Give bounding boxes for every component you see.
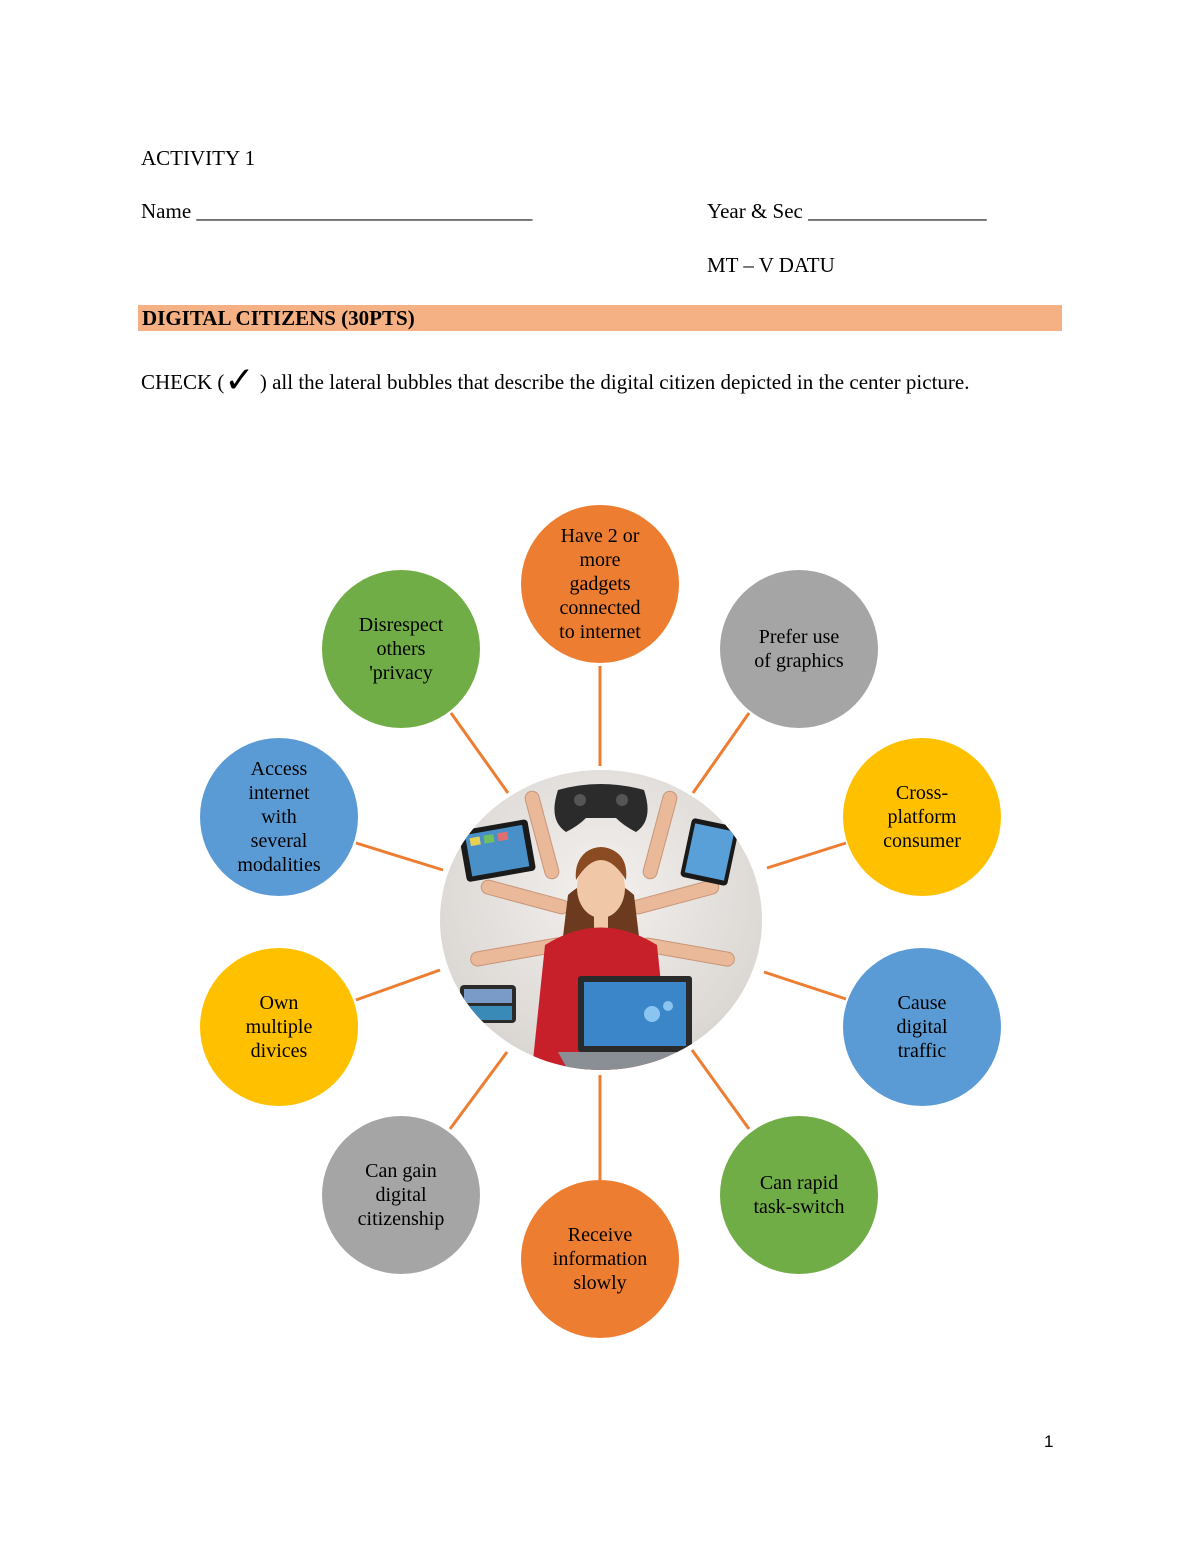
bubble-label: Cross- platform consumer xyxy=(883,782,961,852)
connector-right-upper xyxy=(767,843,846,868)
connector-top-left xyxy=(451,713,508,793)
name-field-line[interactable]: Name ________________________________ xyxy=(141,199,533,223)
bubble-own-multiple-devices[interactable] xyxy=(200,948,358,1106)
instruction-before: CHECK ( xyxy=(141,370,225,394)
section-title: DIGITAL CITIZENS (30PTS) xyxy=(142,306,415,330)
connector-top-right xyxy=(693,713,749,793)
checkmark-icon: ✓ xyxy=(224,360,255,400)
connector-left-lower xyxy=(356,970,440,1000)
bubble-prefer-use-of-graphics[interactable] xyxy=(720,570,878,728)
connector-bottom-right xyxy=(692,1050,749,1129)
activity-title: ACTIVITY 1 xyxy=(141,146,256,170)
bubble-receive-information-slowly[interactable] xyxy=(521,1180,679,1338)
bubble-label: Can rapid task-switch xyxy=(753,1172,845,1218)
bubble-cross-platform-consumer[interactable] xyxy=(843,738,1001,896)
bubble-can-gain-digital-citizenship[interactable] xyxy=(322,1116,480,1274)
teacher-name: MT – V DATU xyxy=(707,253,835,277)
bubble-disrespect-others-privacy[interactable] xyxy=(322,570,480,728)
digital-citizen-picture xyxy=(440,770,762,1070)
year-section-field-line[interactable]: Year & Sec _________________ xyxy=(707,199,987,223)
connector-right-lower xyxy=(764,972,846,999)
bubble-label: Cause digital traffic xyxy=(896,992,948,1062)
page-number: 1 xyxy=(1044,1432,1054,1451)
bubble-label: Can gain digital citizenship xyxy=(357,1160,445,1230)
bubble-label: Disrespect others 'privacy xyxy=(358,614,444,684)
bubble-can-rapid-task-switch[interactable] xyxy=(720,1116,878,1274)
connector-left-upper xyxy=(356,843,443,870)
bubble-label: Prefer use of graphics xyxy=(754,626,844,672)
bubble-access-internet-several-modalities[interactable] xyxy=(200,738,358,896)
digital-citizen-illustration xyxy=(440,770,762,1070)
bubble-label: Own multiple divices xyxy=(245,992,313,1062)
bubble-label: Have 2 or more gadgets connected to internet xyxy=(559,525,641,643)
bubble-have-2-or-more-gadgets[interactable] xyxy=(521,505,679,663)
game-controller-icon xyxy=(554,784,647,832)
instruction-after: ) all the lateral bubbles that describe the digital citizen depicted in the center picture. xyxy=(254,370,970,394)
bubble-cause-digital-traffic[interactable] xyxy=(843,948,1001,1106)
bubble-label: Receive information slowly xyxy=(552,1224,648,1294)
bubble-label: Access internet with several modalities xyxy=(237,758,321,876)
connector-bottom-left xyxy=(450,1052,507,1129)
